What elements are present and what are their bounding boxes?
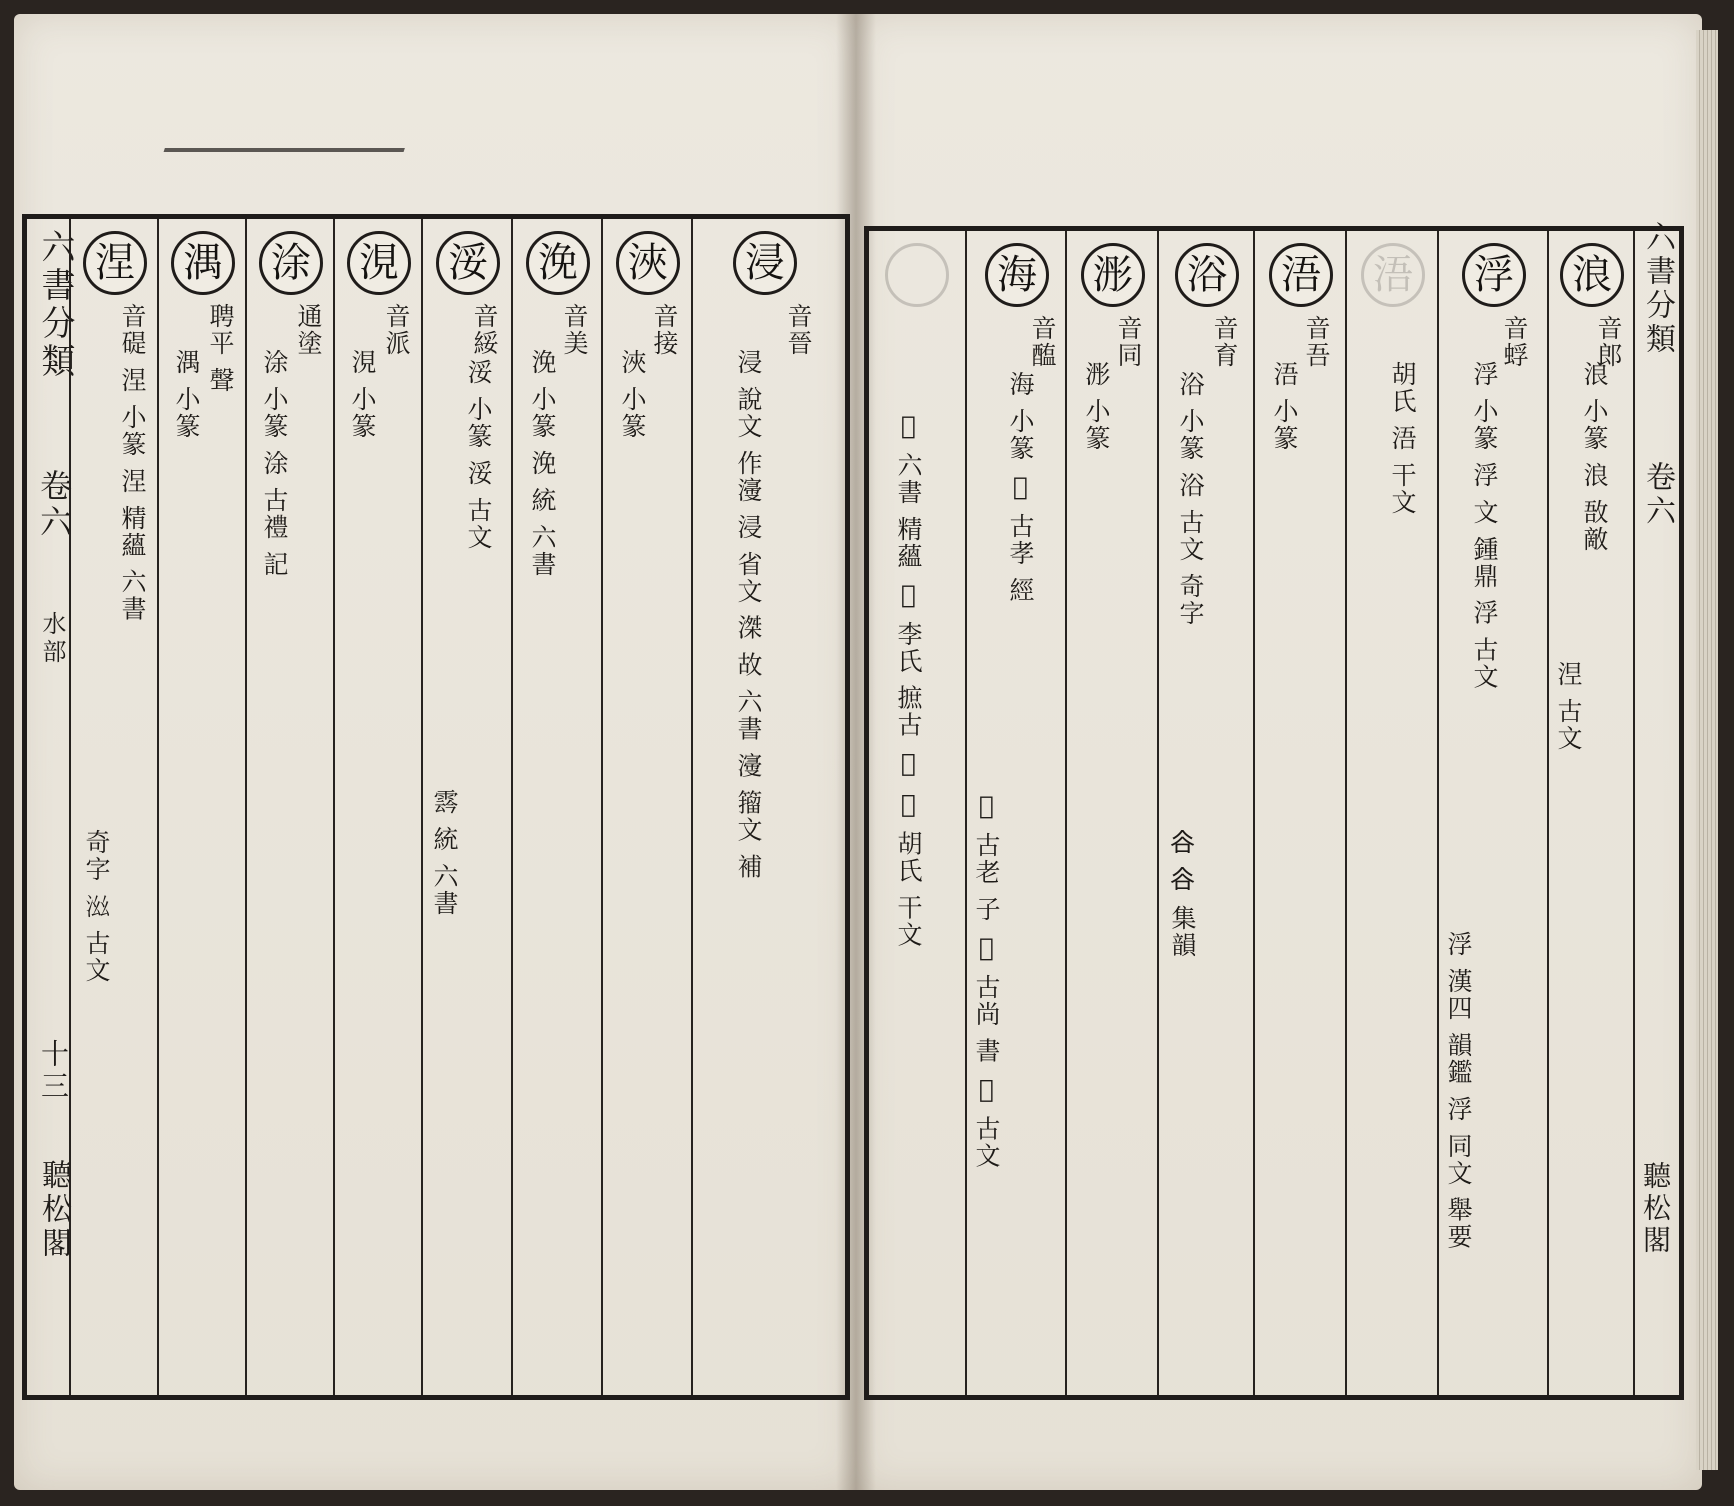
left-sidebar <box>27 219 75 1395</box>
column-yu <box>157 219 247 1395</box>
right-title: 六書分類 <box>1640 221 1675 357</box>
column-lang <box>1547 231 1635 1395</box>
entry-head: 浽 <box>436 231 500 295</box>
entry-line: 𣳚 古老 子 𣳚 古尚 書 𣳚 古文 <box>972 791 1001 1170</box>
entry-head: 涀 <box>347 231 411 295</box>
entry-line: 音接 <box>650 303 679 357</box>
entry-line: 聘平 聲 <box>206 303 235 394</box>
entry-head: 浴 <box>1175 243 1239 307</box>
entry-line: 音綏 <box>470 303 499 357</box>
entry-line: 𣳚 六書 精蘊 𣳚 李氏 摭古 𣳚 𣳚 胡氏 干文 <box>894 411 923 949</box>
column-hai-extra <box>869 231 965 1395</box>
column-mei <box>511 219 603 1395</box>
entry-line: 湡 小篆 <box>172 349 201 440</box>
entry-line: 奇字 𣳯 古文 <box>82 829 111 984</box>
left-title: 六書分類 <box>35 229 75 381</box>
entry-line: 音派 <box>382 303 411 357</box>
entry-head: 浹 <box>616 231 680 295</box>
entry-line: 通塗 <box>294 303 323 357</box>
entry-head: 涂 <box>259 231 323 295</box>
column-wu <box>1253 231 1347 1395</box>
entry-line: 音晉 <box>784 303 813 357</box>
column-faint <box>1345 231 1439 1395</box>
entry-head: 浼 <box>526 231 590 295</box>
left-page-number: 十三 <box>37 1039 70 1103</box>
left-text-frame <box>22 214 850 1400</box>
entry-line: 音育 <box>1210 315 1239 369</box>
right-publisher: 聽松閣 <box>1639 1161 1672 1257</box>
entry-line: 𩃬 統 六書 <box>430 789 459 917</box>
faint-head: 浯 <box>1361 243 1425 307</box>
entry-line: 音蜉 <box>1500 315 1529 369</box>
left-publisher: 聽松閣 <box>36 1159 71 1261</box>
right-sidebar <box>1633 221 1675 1395</box>
entry-line: 涀 小篆 <box>348 349 377 440</box>
entry-head: 浯 <box>1269 243 1333 307</box>
column-sui <box>421 219 513 1395</box>
column-jia <box>601 219 693 1395</box>
entry-line: 浵 小篆 <box>1082 361 1111 452</box>
ink-mark <box>155 148 405 178</box>
entry-line: 浴 小篆 浴 古文 奇字 <box>1176 371 1205 627</box>
entry-line: 音美 <box>560 303 589 357</box>
entry-line: 浸 說文 作濅 浸 省文 滐 故 六書 濅 籀文 補 <box>734 349 763 881</box>
column-tu <box>245 219 335 1395</box>
column-jin <box>691 219 837 1395</box>
entry-head: 湡 <box>171 231 235 295</box>
right-volume: 卷六 <box>1640 461 1675 529</box>
left-volume: 卷六 <box>35 469 73 541</box>
entry-line: 浽 小篆 浽 古文 <box>464 359 493 551</box>
faint-head <box>885 243 949 307</box>
entry-head: 海 <box>985 243 1049 307</box>
entry-line: 浯 小篆 <box>1270 361 1299 452</box>
entry-line: 浹 小篆 <box>618 349 647 440</box>
entry-head: 浮 <box>1462 243 1526 307</box>
entry-line: 涂 小篆 涂 古禮 記 <box>260 349 289 578</box>
column-nie <box>69 219 159 1395</box>
entry-line: 音郎 <box>1594 315 1623 369</box>
entry-line: 浼 小篆 浼 統 六書 <box>528 349 557 578</box>
entry-line: 音同 <box>1114 315 1143 369</box>
entry-line: 音吾 <box>1302 315 1331 369</box>
entry-head: 浸 <box>733 231 797 295</box>
entry-line: 𣵀 古文 <box>1554 661 1583 752</box>
entry-head: 涅 <box>83 231 147 295</box>
left-section: 水部 <box>38 611 66 667</box>
entry-line: 浮 小篆 浮 文 鍾鼎 浮 古文 <box>1470 361 1499 691</box>
entry-head: 浵 <box>1081 243 1145 307</box>
entry-head: 浪 <box>1560 243 1624 307</box>
right-text-frame <box>864 221 1684 1400</box>
column-tong <box>1065 231 1159 1395</box>
column-fu <box>1437 231 1549 1395</box>
entry-line: 胡氏 浯 干文 <box>1388 361 1417 516</box>
entry-line: 海 小篆 𣳚 古孝 經 <box>1006 371 1035 604</box>
entry-line: 音碮 涅 小篆 涅 精蘊 六書 <box>118 303 147 623</box>
entry-line: 音醢 <box>1028 315 1057 369</box>
entry-line: 浮 漢四 韻鑑 浮 同文 舉要 <box>1444 931 1473 1251</box>
entry-line: 浪 小篆 浪 敔敵 <box>1580 361 1609 553</box>
column-yu-bath <box>1157 231 1255 1395</box>
entry-line: 𧮫 𧮫 集韻 <box>1168 831 1197 959</box>
column-xian <box>333 219 423 1395</box>
page-edges <box>1696 30 1718 1470</box>
column-hai <box>965 231 1067 1395</box>
